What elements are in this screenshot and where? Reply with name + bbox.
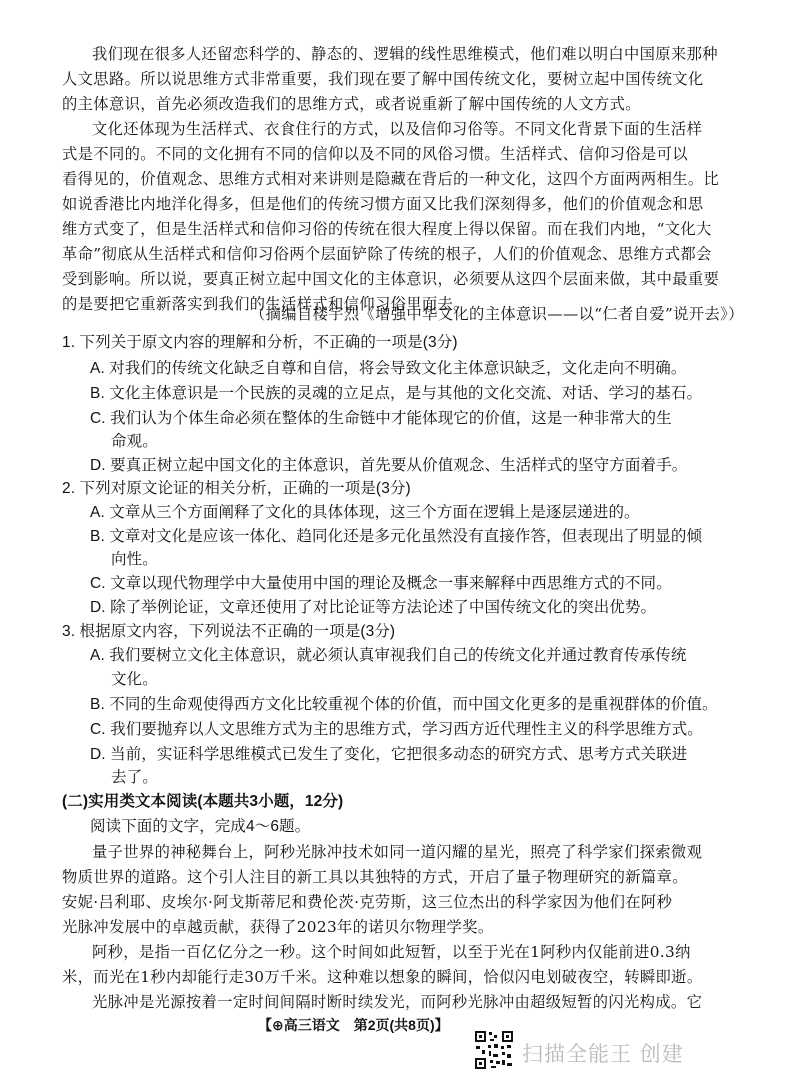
passage-line: 我们现在很多人还留恋科学的、静态的、逻辑的线性思维模式，他们难以明白中国原来那种: [92, 45, 718, 63]
scanner-watermark: 扫描全能王 创建: [522, 1042, 684, 1066]
question-1-stem: 1. 下列关于原文内容的理解和分析，不正确的一项是(3分): [62, 334, 458, 351]
question-3-option-c: C. 我们要抛弃以人文思维方式为主的思维方式，学习西方近代理性主义的科学思维方式。: [90, 721, 703, 738]
passage-line: 维方式变了，但是生活样式和信仰习俗的传统在很大程度上得以保留。而在我们内地，“文化大: [62, 220, 712, 238]
question-3-option-d: D. 当前，实证科学思维模式已发生了变化，它把很多动态的研究方式、思考方式关联进: [90, 746, 688, 763]
passage-line: 看得见的，价值观念、思维方式相对来讲则是隐藏在背后的一种文化，这四个方面两两相生。比: [62, 170, 720, 188]
question-1-option-a: A. 对我们的传统文化缺乏自尊和自信，将会导致文化主体意识缺乏，文化走向不明确。: [90, 360, 687, 377]
passage-line: 革命”彻底从生活样式和信仰习俗两个层面铲除了传统的根子，人们的价值观念、思维方式都会: [62, 245, 712, 263]
passage-line: 如说香港比内地洋化得多，但是他们的传统习惯方面又比我们深刻得多，他们的价值观念和思: [62, 195, 704, 213]
passage-line: 光脉冲发展中的卓越贡献，获得了2023年的诺贝尔物理学奖。: [62, 918, 494, 936]
section-heading: (二)实用类文本阅读(本题共3小题，12分): [62, 793, 344, 810]
question-3-stem: 3. 根据原文内容，下列说法不正确的一项是(3分): [62, 623, 396, 640]
question-2-option-a: A. 文章从三个方面阐释了文化的具体体现，这三个方面在逻辑上是逐层递进的。: [90, 504, 640, 521]
question-2-option-b: B. 文章对文化是应该一体化、趋同化还是多元化虽然没有直接作答，但表现出了明显的倾: [90, 528, 703, 545]
question-2-option-b-cont: 向性。: [111, 551, 158, 568]
question-3-option-b: B. 不同的生命观使得西方文化比较重视个体的价值，而中国文化更多的是重视群体的价值。: [90, 696, 718, 713]
passage-line: 式是不同的。不同的文化拥有不同的信仰以及不同的风俗习惯。生活样式、信仰习俗是可以: [62, 145, 688, 163]
question-3-option-d-cont: 去了。: [111, 769, 158, 786]
question-1-option-b: B. 文化主体意识是一个民族的灵魂的立足点，是与其他的文化交流、对话、学习的基石。: [90, 385, 703, 402]
question-1-option-c: C. 我们认为个体生命必须在整体的生命链中才能体现它的价值，这是一种非常大的生: [90, 410, 672, 427]
question-1-option-c-cont: 命观。: [111, 433, 158, 450]
question-2-stem: 2. 下列对原文论证的相关分析，正确的一项是(3分): [62, 480, 411, 497]
question-3-option-a: A. 我们要树立文化主体意识，就必须认真审视我们自己的传统文化并通过教育传承传统: [90, 647, 687, 664]
question-2-option-d: D. 除了举例论证，文章还使用了对比论证等方法论述了中国传统文化的突出优势。: [90, 599, 657, 616]
question-1-option-d: D. 要真正树立起中国文化的主体意识，首先要从价值观念、生活样式的坚守方面着手。: [90, 457, 688, 474]
section-instruction: 阅读下面的文字，完成4～6题。: [90, 818, 311, 835]
qr-code-icon: [474, 1030, 514, 1070]
passage-line: 物质世界的道路。这个引人注目的新工具以其独特的方式，开启了量子物理研究的新篇章。: [62, 868, 688, 886]
passage-line: 光脉冲是光源按着一定时间间隔时断时续发光，而阿秒光脉冲由超级短暂的闪光构成。它: [92, 993, 703, 1011]
passage-line: 文化还体现为生活样式、衣食住行的方式，以及信仰习俗等。不同文化背景下面的生活样: [92, 120, 703, 138]
passage-line: 量子世界的神秘舞台上，阿秒光脉冲技术如同一道闪耀的星光，照亮了科学家们探索微观: [92, 843, 703, 861]
question-3-option-a-cont: 文化。: [111, 671, 158, 688]
passage-line: 米，而光在1秒内却能行走30万千米。这种难以想象的瞬间，恰似闪电划破夜空，转瞬即逝。: [62, 968, 703, 986]
passage-line: 的主体意识，首先必须改造我们的思维方式，或者说重新了解中国传统的人文方式。: [62, 95, 641, 113]
page-footer: 【⊕高三语文 第2页(共8页)】: [258, 1017, 449, 1033]
passage-line: 受到影响。所以说，要真正树立起中国文化的主体意识，必须要从这四个层面来做，其中最重要: [62, 270, 720, 288]
passage-line: 的是要把它重新落实到我们的生活样式和信仰习俗里面去。: [62, 295, 469, 313]
passage-line: 安妮·吕利耶、皮埃尔·阿戈斯蒂尼和费伦茨·克劳斯，这三位杰出的科学家因为他们在阿秒: [62, 893, 673, 911]
passage-line: 阿秒，是指一百亿亿分之一秒。这个时间如此短暂，以至于光在1阿秒内仅能前进0.3纳: [92, 943, 691, 961]
question-2-option-c: C. 文章以现代物理学中大量使用中国的理论及概念一事来解释中西思维方式的不同。: [90, 575, 672, 592]
source-citation: （摘编自楼宇烈《增强中华文化的主体意识——以“仁者自爱”说开去》）: [250, 305, 744, 323]
passage-line: 人文思路。所以说思维方式非常重要，我们现在要了解中国传统文化，要树立起中国传统文化: [62, 70, 704, 88]
